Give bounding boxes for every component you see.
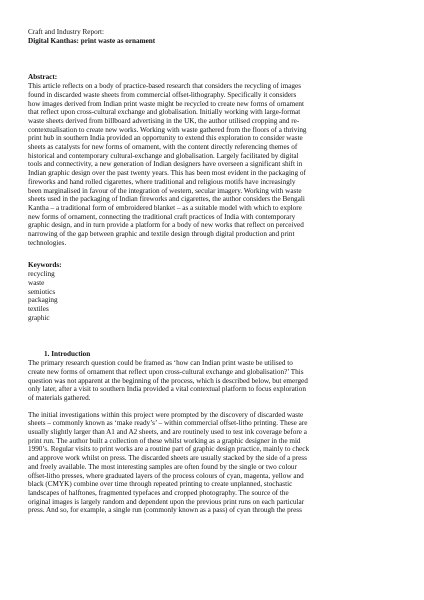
abstract-line: that reflect upon cross-cultural exchange and globalisation. Initially working with large-format [28,108,301,117]
report-header [28,28,400,45]
paragraph-line: print run. The author built a collection of these whilst working as a graphic designer in the mid [28,436,301,445]
abstract-line: found in discarded waste sheets from commercial offset-lithography. Specifically it considers [28,90,297,99]
paragraph-line: black (CMYK) combine over time through repeated printing to create unplanned, stochastic [28,480,293,489]
abstract-section [28,73,400,247]
paragraph-line: only later, after a visit to southern India provided a vital contextual platform to focus exploration [28,385,306,394]
abstract-line: graphic design, and in turn provide a platform for a body of new works that reflect on perceived [28,221,304,230]
keyword-item: packaging [28,296,58,305]
abstract-heading: Abstract: [28,73,58,82]
keyword-item: graphic [28,313,50,322]
document-page [28,28,400,515]
abstract-line: sheets used in the packaging of Indian fireworks and cigarettes, the author considers the Bengali [28,195,305,204]
keywords-section [28,261,400,322]
paragraph-line: 1990’s. Regular visits to print works are a routine part of graphic design practice, mainly to check [28,445,310,454]
paragraph-line: The primary research question could be framed as ‘how can Indian print waste be utilised to [28,359,293,368]
paragraph-line: of materials gathered. [28,393,91,402]
keywords-heading: Keywords: [28,261,62,270]
paragraph-line: press. And so, for example, a single run (commonly known as a pass) of cyan through the press [28,506,302,515]
abstract-line: technologies. [28,238,67,247]
abstract-line: tools and connectivity, a new generation of Indian designers have overseen a significant shift in [28,160,303,169]
paragraph-line: question was not apparent at the beginning of the process, which is described below, but emerged [28,376,308,385]
paragraph-line: landscapes of halftones, fragmented typefaces and cropped photography. The source of the [28,488,289,497]
abstract-line: historical and contemporary cultural-exchange and globalisation. Largely facilitated by digital [28,151,299,160]
introduction-paragraph-1 [28,359,400,403]
abstract-line: how images derived from Indian print waste might be recycled to create new forms of ornament [28,99,305,108]
keywords-list [28,270,400,322]
paragraph-line: and approve work whilst on press. The discarded sheets are usually stacked by the side of a press [28,454,307,463]
abstract-line: waste sheets derived from billboard advertising in the UK, the author utilised cropping and re- [28,116,300,125]
paragraph-line: offset-litho presses, where graduated layers of the process colours of cyan, magenta, yellow and [28,471,304,480]
abstract-line: narrowing of the gap between graphic and textile design through digital production and print [28,230,295,239]
abstract-line: This article reflects on a body of practice-based research that considers the recycling of images [28,82,302,91]
paragraph-line: The initial investigations within this project were prompted by the discovery of discarded waste [28,410,304,419]
abstract-line: been marginalised in favour of the integration of western, secular imagery. Working with waste [28,186,302,195]
keyword-item: textiles [28,304,49,313]
paragraph-line: usually slightly larger than A1 and A2 sheets, and are routinely used to test ink coverage before a [28,428,307,437]
abstract-line: Indian graphic design over the past twenty years. This has been most evident in the packaging of [28,169,306,178]
abstract-line: sheets as catalysts for new forms of ornament, with the content directly referencing themes of [28,143,298,152]
abstract-line: contextualisation to create new works. Working with waste gathered from the floors of a thriving [28,125,307,134]
abstract-line: new forms of ornament, connecting the traditional craft practices of India with contemporary [28,212,296,221]
report-type: Craft and Industry Report: [28,28,105,36]
keyword-item: waste [28,278,45,287]
abstract-body [28,82,400,247]
introduction-section [28,350,400,515]
abstract-line: fireworks and hand rolled cigarettes, where traditional and religious motifs have increasingly [28,177,296,186]
abstract-line: Kantha – a traditional form of embroidered blanket – as a suitable model with which to explore [28,203,302,212]
report-title: Digital Kanthas: print waste as ornament [28,36,156,45]
introduction-heading: 1. Introduction [44,350,91,359]
paragraph-line: original images is largely random and dependent upon the previous print runs on each particular [28,497,305,506]
keyword-item: recycling [28,270,55,279]
paragraph-line: create new forms of ornament that reflect upon cross-cultural exchange and globalisation?’ This [28,367,304,376]
keyword-item: semiotics [28,287,56,296]
paragraph-line: and freely available. The most interesting samples are often found by the single or two colour [28,462,297,471]
paragraph-line: sheets – commonly known as ‘make ready’s’ – within commercial offset-litho printing. These are [28,419,308,428]
introduction-paragraph-2 [28,411,400,515]
abstract-line: print hub in southern India provided an opportunity to extend this exploration to consider waste [28,134,303,143]
